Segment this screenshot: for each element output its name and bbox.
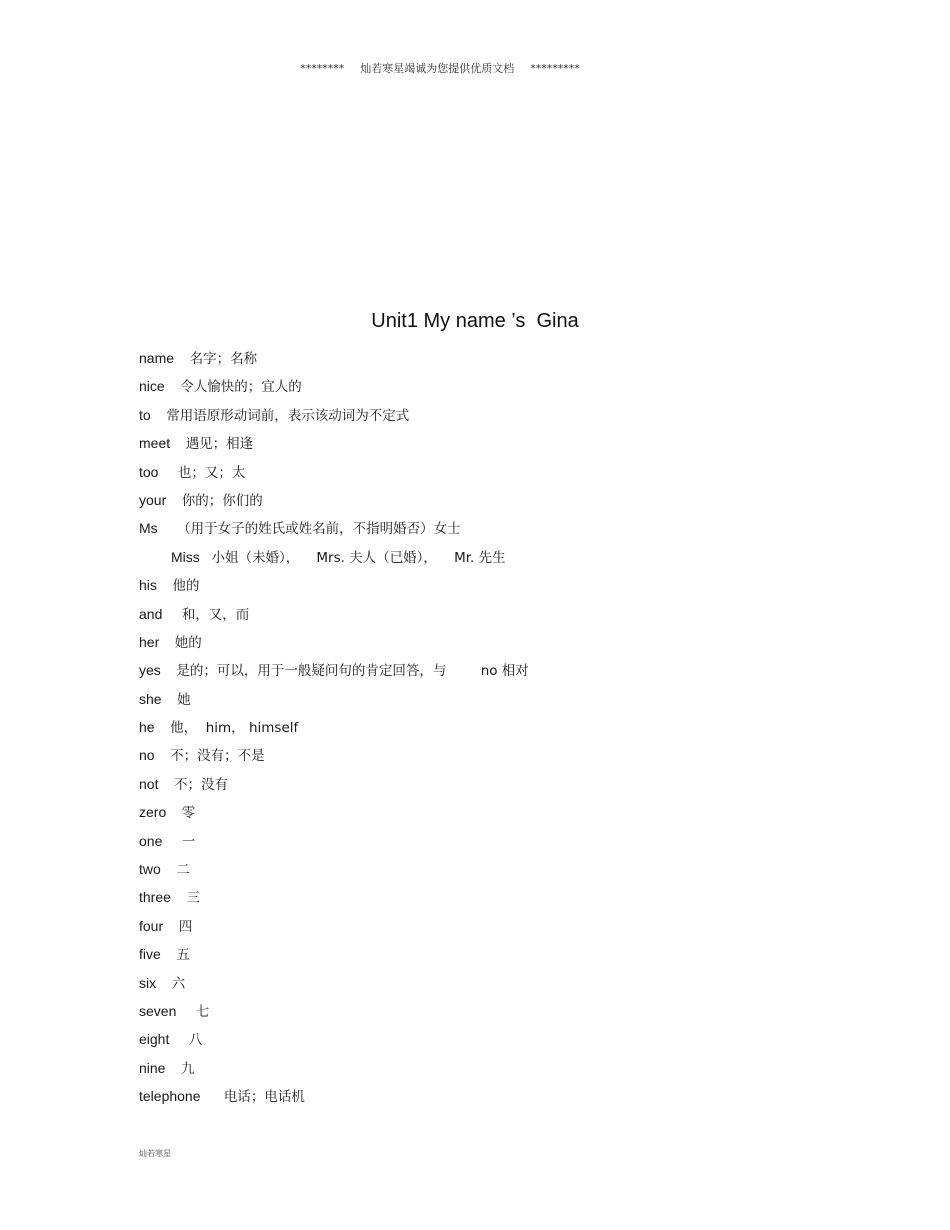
vocab-gap [163, 918, 179, 934]
vocab-gloss: 他的 [172, 578, 200, 595]
vocab-gap [155, 719, 171, 735]
vocab-gap [176, 1003, 195, 1019]
vocab-entry [139, 543, 910, 571]
vocab-entry [139, 741, 910, 769]
vocab-gap [159, 634, 175, 650]
vocab-entry [139, 685, 910, 713]
vocab-word: he [139, 719, 155, 736]
vocab-gloss: 也；又；太 [177, 464, 246, 481]
vocab-word: nice [139, 378, 165, 395]
vocab-gap [170, 435, 186, 451]
vocab-word: Ms [139, 520, 158, 537]
vocab-gap [165, 1060, 181, 1076]
vocab-gloss: 遇见；相逢 [185, 436, 254, 453]
vocab-word: zero [139, 804, 167, 821]
vocab-entry [139, 770, 910, 798]
vocab-gap [161, 946, 177, 962]
vocab-gloss: 令人愉快的；宜人的 [180, 379, 302, 396]
vocab-gap [158, 520, 177, 536]
vocab-word: not [139, 775, 159, 792]
vocab-gap [166, 492, 182, 508]
vocab-word: four [139, 917, 164, 934]
vocab-word: seven [139, 1002, 177, 1019]
vocab-gloss: 他， him， himself [170, 720, 299, 737]
vocab-gap [155, 747, 171, 763]
vocab-gloss: 是的；可以，用于一般疑问句的肯定回答，与 no 相对 [176, 663, 529, 680]
vocab-entry [139, 997, 910, 1025]
vocab-gap [171, 889, 187, 905]
vocab-word: and [139, 605, 163, 622]
vocab-gap [158, 464, 177, 480]
vocab-gloss: 常用语原形动词前，表示该动词为不定式 [166, 407, 410, 424]
vocab-entry [139, 571, 910, 599]
vocab-word: your [139, 491, 167, 508]
vocab-gap [158, 776, 174, 792]
vocab-gap [156, 975, 172, 991]
vocab-gloss: 你的；你们的 [181, 492, 263, 509]
vocab-entry [139, 401, 910, 429]
vocab-entry [139, 969, 910, 997]
vocab-word: to [139, 406, 151, 423]
vocab-gloss: 八 [188, 1032, 203, 1049]
vocab-entry [139, 486, 910, 514]
vocab-word: nine [139, 1059, 166, 1076]
vocab-gloss: 小姐（未婚）， Mrs. 夫人（已婚）， Mr. 先生 [211, 549, 506, 566]
vocab-entry [139, 628, 910, 656]
vocab-entry [139, 855, 910, 883]
header-stars-right: ********* [530, 62, 580, 75]
vocab-entry [139, 1082, 910, 1110]
vocab-entry [139, 514, 910, 542]
vocab-word: two [139, 861, 161, 878]
vocab-word: one [139, 832, 163, 849]
vocab-gloss: 电话；电话机 [223, 1089, 305, 1106]
vocab-gloss: （用于女子的姓氏或姓名前，不指明婚否）女士 [177, 521, 461, 538]
vocab-gap [151, 407, 167, 423]
header-stars-left: ******** [300, 62, 345, 75]
vocab-gap [161, 861, 177, 877]
vocab-word: yes [139, 662, 161, 679]
vocab-gap [169, 1031, 188, 1047]
vocab-entry [139, 883, 910, 911]
vocab-gloss: 七 [195, 1003, 210, 1020]
vocab-word: meet [139, 435, 171, 452]
vocab-gap [200, 549, 212, 565]
vocab-gap [174, 350, 190, 366]
vocab-gloss: 不；没有；不是 [170, 748, 265, 765]
vocabulary-list [139, 344, 910, 1111]
vocab-gloss: 四 [178, 918, 193, 935]
vocab-gloss: 和，又，而 [181, 606, 250, 623]
vocab-gloss: 不；没有 [174, 776, 229, 793]
vocab-word: his [139, 577, 157, 594]
page-title: Unit1 My name ’s Gina [371, 310, 579, 332]
vocab-word: no [139, 747, 155, 764]
vocab-entry [139, 1025, 910, 1053]
vocab-gloss: 零 [181, 805, 196, 822]
vocab-gap [166, 804, 182, 820]
vocab-word: eight [139, 1031, 170, 1048]
vocab-gloss: 一 [181, 833, 196, 850]
vocab-gap [157, 577, 173, 593]
vocab-gap [162, 606, 181, 622]
vocab-gap [201, 1088, 224, 1104]
vocab-gap [162, 691, 178, 707]
vocab-gloss: 三 [186, 890, 200, 907]
vocab-gloss: 名字；名称 [189, 351, 258, 367]
vocab-word: six [139, 974, 157, 991]
vocab-entry [139, 600, 910, 628]
vocab-entry [139, 344, 910, 372]
page-footer: 灿若寒星 [139, 1149, 171, 1158]
vocab-gloss: 六 [171, 975, 186, 992]
vocab-entry [139, 429, 910, 457]
vocab-entry [139, 912, 910, 940]
vocab-entry [139, 827, 910, 855]
vocab-word: Miss [171, 548, 200, 565]
vocab-gap [161, 662, 177, 678]
vocab-word: three [139, 889, 171, 906]
vocab-entry [139, 656, 910, 684]
vocab-gloss: 九 [181, 1060, 195, 1077]
vocab-gloss: 她的 [174, 634, 202, 651]
vocab-word: five [139, 946, 161, 963]
vocab-gloss: 五 [176, 947, 190, 964]
vocab-entry [139, 1054, 910, 1082]
vocab-gloss: 她 [177, 691, 191, 708]
vocab-gap [162, 833, 181, 849]
vocab-entry [139, 940, 910, 968]
vocab-entry [139, 798, 910, 826]
vocab-word: name [139, 350, 175, 366]
vocab-entry [139, 713, 910, 741]
vocab-entry [139, 372, 910, 400]
vocab-entry [139, 458, 910, 486]
vocab-word: telephone [139, 1088, 201, 1105]
header-text: 灿若寒星竭诚为您提供优质文档 [360, 62, 515, 75]
vocab-gap [165, 378, 181, 394]
vocab-word: too [139, 463, 159, 480]
vocab-word: her [139, 633, 160, 650]
page-header [0, 60, 880, 76]
vocab-word: she [139, 690, 162, 707]
vocab-gloss: 二 [176, 862, 190, 879]
